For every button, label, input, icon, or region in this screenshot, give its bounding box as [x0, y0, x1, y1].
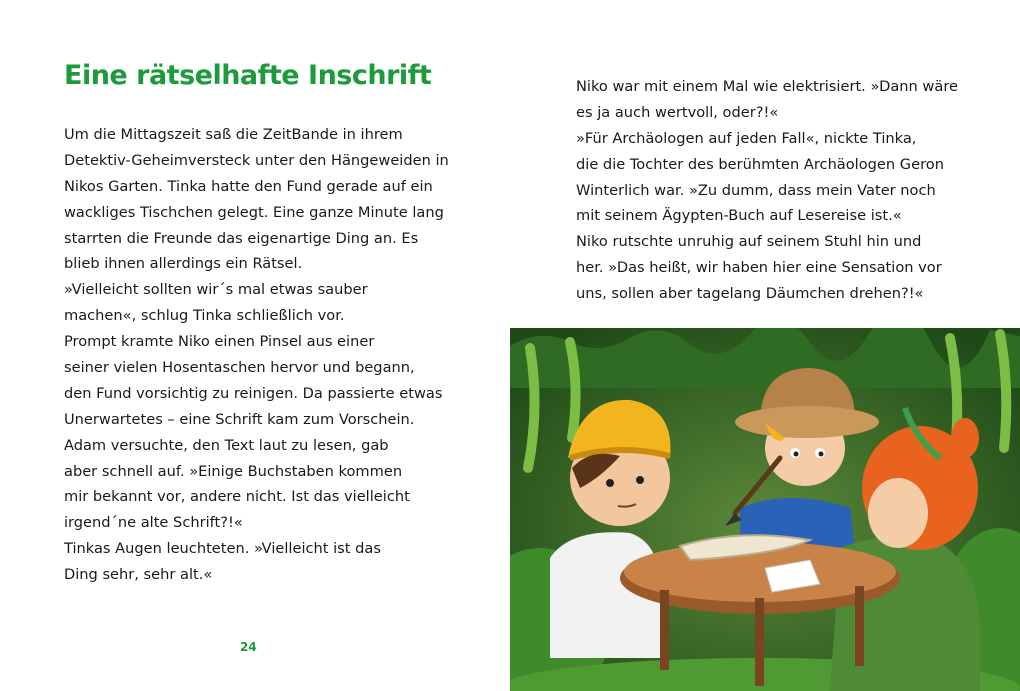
text-line: die die Tochter des berühmten Archäologen Geron	[576, 155, 944, 173]
text-line: »Vielleicht sollten wir´s mal etwas sauber	[64, 281, 368, 299]
text-line: Ding sehr, sehr alt.«	[64, 566, 213, 584]
text-line: blieb ihnen allerdings ein Rätsel.	[64, 255, 303, 273]
right-page	[510, 0, 1020, 691]
text-line: her. »Das heißt, wir haben hier eine Sensation vor	[576, 259, 942, 277]
page-number: 24	[240, 640, 257, 654]
text-line: »Für Archäologen auf jeden Fall«, nickte Tinka,	[576, 129, 917, 147]
text-line: aber schnell auf. »Einige Buchstaben kommen	[64, 462, 403, 480]
text-line: Winterlich war. »Zu dumm, dass mein Vater noch	[576, 181, 936, 199]
right-page-text	[576, 74, 958, 307]
text-line: Detektiv-Geheimversteck unter den Hängeweiden in	[64, 151, 449, 169]
illustration-kids-examining-find	[510, 328, 1020, 691]
text-line: seiner vielen Hosentaschen hervor und begann,	[64, 359, 415, 377]
text-line: Tinkas Augen leuchteten. »Vielleicht ist das	[64, 540, 381, 558]
text-line: Prompt kramte Niko einen Pinsel aus einer	[64, 333, 375, 351]
text-line: Niko war mit einem Mal wie elektrisiert. »Dann wäre	[576, 78, 958, 95]
text-line: Unerwartetes – eine Schrift kam zum Vorschein.	[64, 410, 415, 428]
text-line: wackliges Tischchen gelegt. Eine ganze Minute lang	[64, 203, 444, 221]
text-line: den Fund vorsichtig zu reinigen. Da passierte etwas	[64, 384, 443, 402]
text-line: mir bekannt vor, andere nicht. Ist das vielleicht	[64, 488, 410, 506]
text-line: mit seinem Ägypten-Buch auf Lesereise ist.«	[576, 207, 902, 225]
text-line: Nikos Garten. Tinka hatte den Fund gerade auf ein	[64, 177, 433, 195]
text-line: Um die Mittagszeit saß die ZeitBande in ihrem	[64, 126, 403, 143]
wooden-table	[620, 535, 900, 686]
left-page-text	[64, 122, 449, 588]
text-line: es ja auch wertvoll, oder?!«	[576, 103, 779, 121]
text-line: Adam versuchte, den Text laut zu lesen, gab	[64, 436, 389, 454]
chapter-title: Eine rätselhafte Inschrift	[64, 60, 432, 91]
text-line: uns, sollen aber tagelang Däumchen drehen?!«	[576, 285, 924, 303]
text-line: irgend´ne alte Schrift?!«	[64, 514, 243, 532]
text-line: starrten die Freunde das eigenartige Ding an. Es	[64, 229, 419, 247]
text-line: Niko rutschte unruhig auf seinem Stuhl hin und	[576, 233, 922, 251]
text-line: machen«, schlug Tinka schließlich vor.	[64, 307, 345, 325]
